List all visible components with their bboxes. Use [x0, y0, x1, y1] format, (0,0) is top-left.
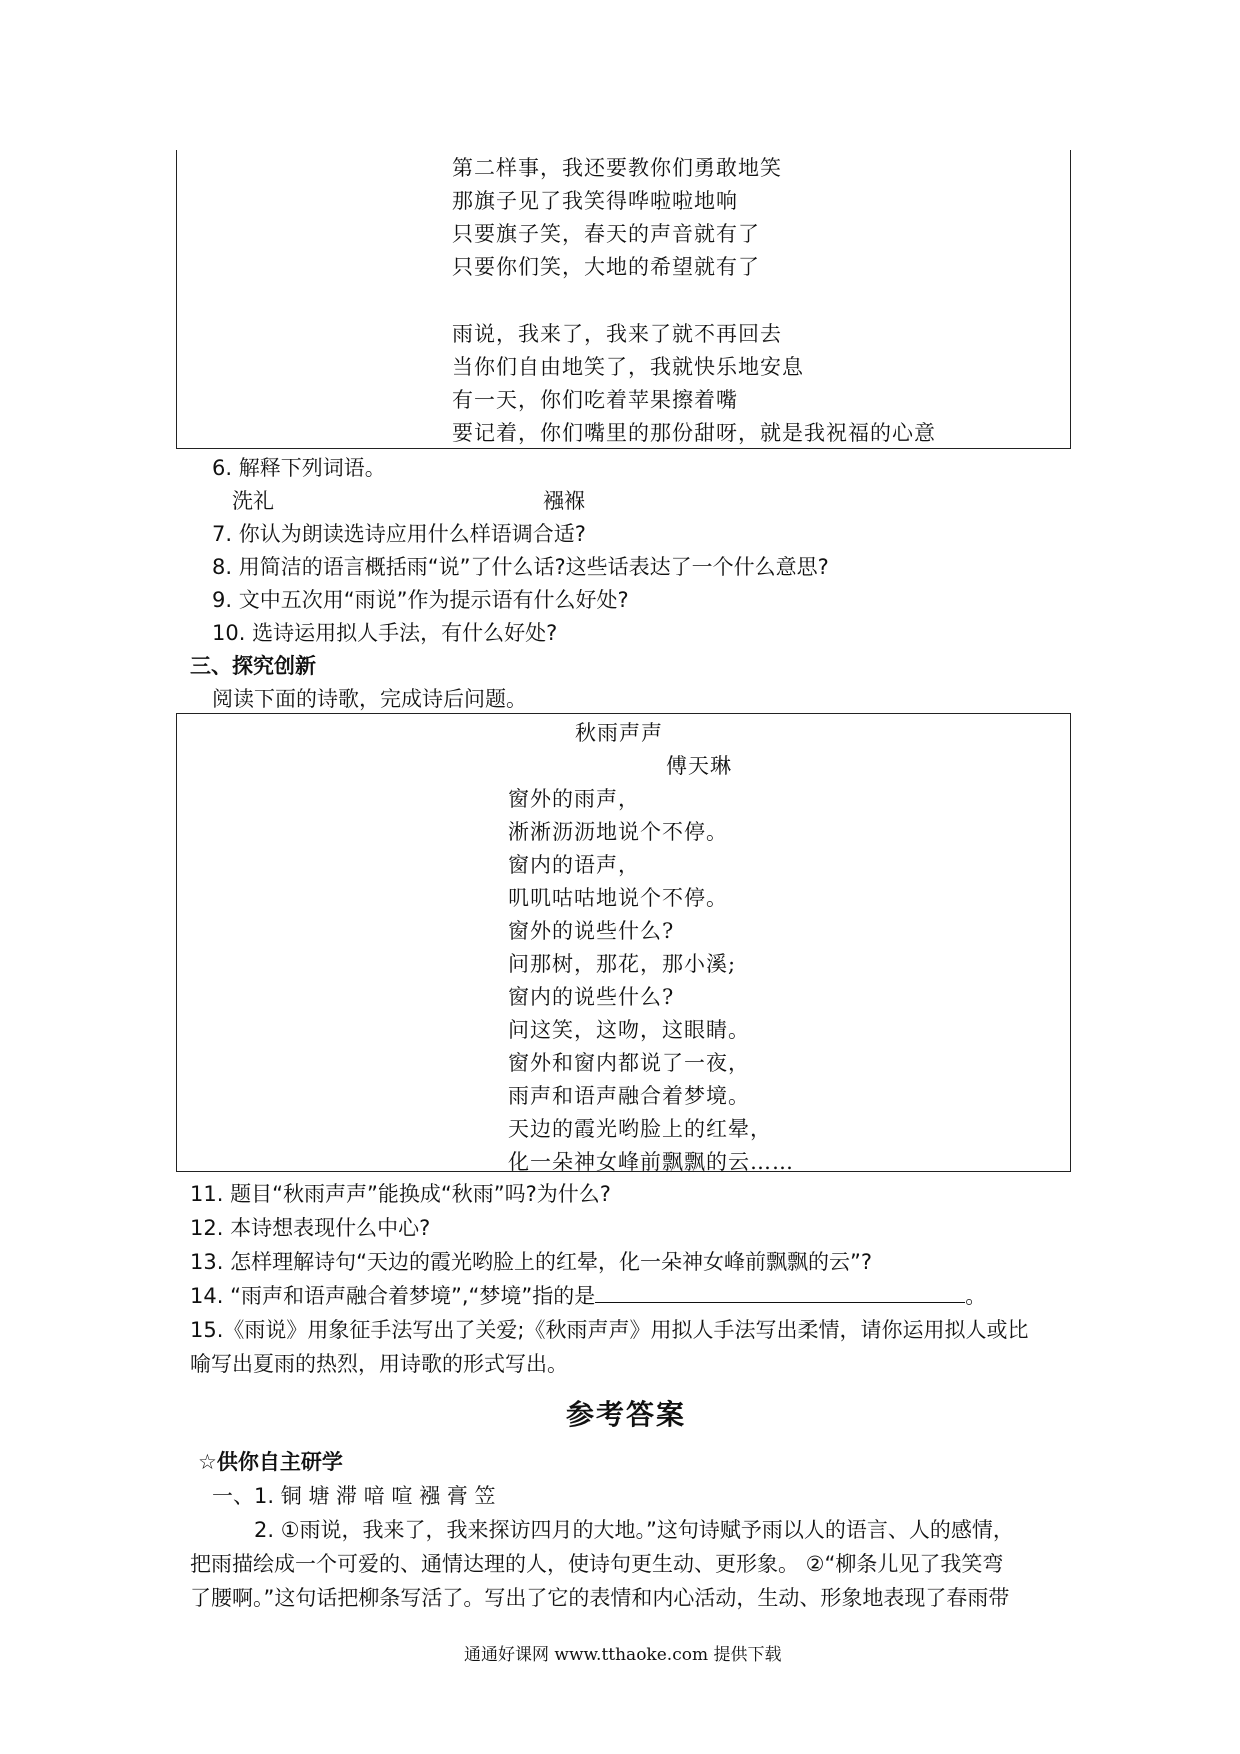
answer-2-line-2: 把雨描绘成一个可爱的、通情达理的人，使诗句更生动、更形象。 ②“柳条儿见了我笑弯 — [190, 1552, 1004, 1576]
section-3-intro: 阅读下面的诗歌，完成诗后问题。 — [212, 687, 527, 711]
poem1-line-2: 那旗子见了我笑得哗啦啦地响 — [452, 189, 738, 213]
poem1-line-6: 当你们自由地笑了，我就快乐地安息 — [452, 355, 804, 379]
question-8: 8. 用简洁的语言概括雨“说”了什么话?这些话表达了一个什么意思? — [212, 555, 829, 579]
poem1-line-3: 只要旗子笑，春天的声音就有了 — [452, 222, 760, 246]
answer-1: 一、1. 铜 塘 滞 喑 喧 襁 膏 笠 — [212, 1484, 496, 1508]
answer-2-line-1: 2. ①雨说，我来了，我来探访四月的大地。”这句诗赋予雨以人的语言、人的感情， — [254, 1518, 1014, 1542]
poem2-line-2: 淅淅沥沥地说个不停。 — [508, 820, 728, 844]
poem1-line-4: 只要你们笑，大地的希望就有了 — [452, 255, 760, 279]
poem2-line-4: 叽叽咕咕地说个不停。 — [508, 886, 728, 910]
poem2-line-8: 问这笑，这吻，这眼睛。 — [508, 1018, 750, 1042]
poem1-line-7: 有一天，你们吃着苹果擦着嘴 — [452, 388, 738, 412]
poem1-line-1: 第二样事，我还要教你们勇敢地笑 — [452, 156, 782, 180]
question-12: 12. 本诗想表现什么中心? — [190, 1216, 431, 1240]
poem2-line-11: 天边的霞光哟脸上的红晕， — [508, 1117, 772, 1141]
poem2-line-12: 化一朵神女峰前飘飘的云…… — [508, 1150, 794, 1174]
question-6-word-2: 襁褓 — [543, 489, 585, 513]
section-3-heading: 三、探究创新 — [190, 654, 316, 678]
question-6: 6. 解释下列词语。 — [212, 456, 386, 480]
answers-subheading: ☆供你自主研学 — [198, 1450, 343, 1474]
question-14 — [190, 1280, 986, 1310]
page-footer: 通通好课网 www.tthaoke.com 提供下载 — [464, 1645, 782, 1665]
question-7: 7. 你认为朗读选诗应用什么样语调合适? — [212, 522, 586, 546]
poem2-line-7: 窗内的说些什么? — [508, 985, 675, 1009]
question-10: 10. 选诗运用拟人手法，有什么好处? — [212, 621, 558, 645]
answer-2-line-3: 了腰啊。”这句话把柳条写活了。写出了它的表情和内心活动，生动、形象地表现了春雨带 — [190, 1586, 1010, 1610]
question-15-line-2: 喻写出夏雨的热烈，用诗歌的形式写出。 — [190, 1352, 568, 1376]
question-9: 9. 文中五次用“雨说”作为提示语有什么好处? — [212, 588, 629, 612]
poem1-line-5: 雨说，我来了，我来了就不再回去 — [452, 322, 782, 346]
poem2-title: 秋雨声声 — [575, 721, 663, 745]
poem2-line-9: 窗外和窗内都说了一夜， — [508, 1051, 750, 1075]
question-13: 13. 怎样理解诗句“天边的霞光哟脸上的红晕，化一朵神女峰前飘飘的云”? — [190, 1250, 872, 1274]
question-6-word-1: 洗礼 — [232, 489, 274, 513]
question-15-line-1: 15.《雨说》用象征手法写出了关爱;《秋雨声声》用拟人手法写出柔情，请你运用拟人或比 — [190, 1318, 1029, 1342]
poem1-line-8: 要记着，你们嘴里的那份甜呀，就是我祝福的心意 — [452, 421, 936, 445]
poem2-line-10: 雨声和语声融合着梦境。 — [508, 1084, 750, 1108]
question-14-end: 。 — [965, 1284, 987, 1308]
poem2-author: 傅天琳 — [666, 754, 732, 778]
question-14-text: 14. “雨声和语声融合着梦境”,“梦境”指的是 — [190, 1284, 596, 1308]
answer-blank[interactable] — [595, 1282, 965, 1303]
question-11: 11. 题目“秋雨声声”能换成“秋雨”吗?为什么? — [190, 1182, 611, 1206]
poem2-line-3: 窗内的语声， — [508, 853, 640, 877]
poem2-line-1: 窗外的雨声， — [508, 787, 640, 811]
poem2-line-6: 问那树，那花，那小溪; — [508, 952, 737, 976]
answers-title: 参考答案 — [566, 1398, 687, 1431]
poem2-line-5: 窗外的说些什么? — [508, 919, 675, 943]
